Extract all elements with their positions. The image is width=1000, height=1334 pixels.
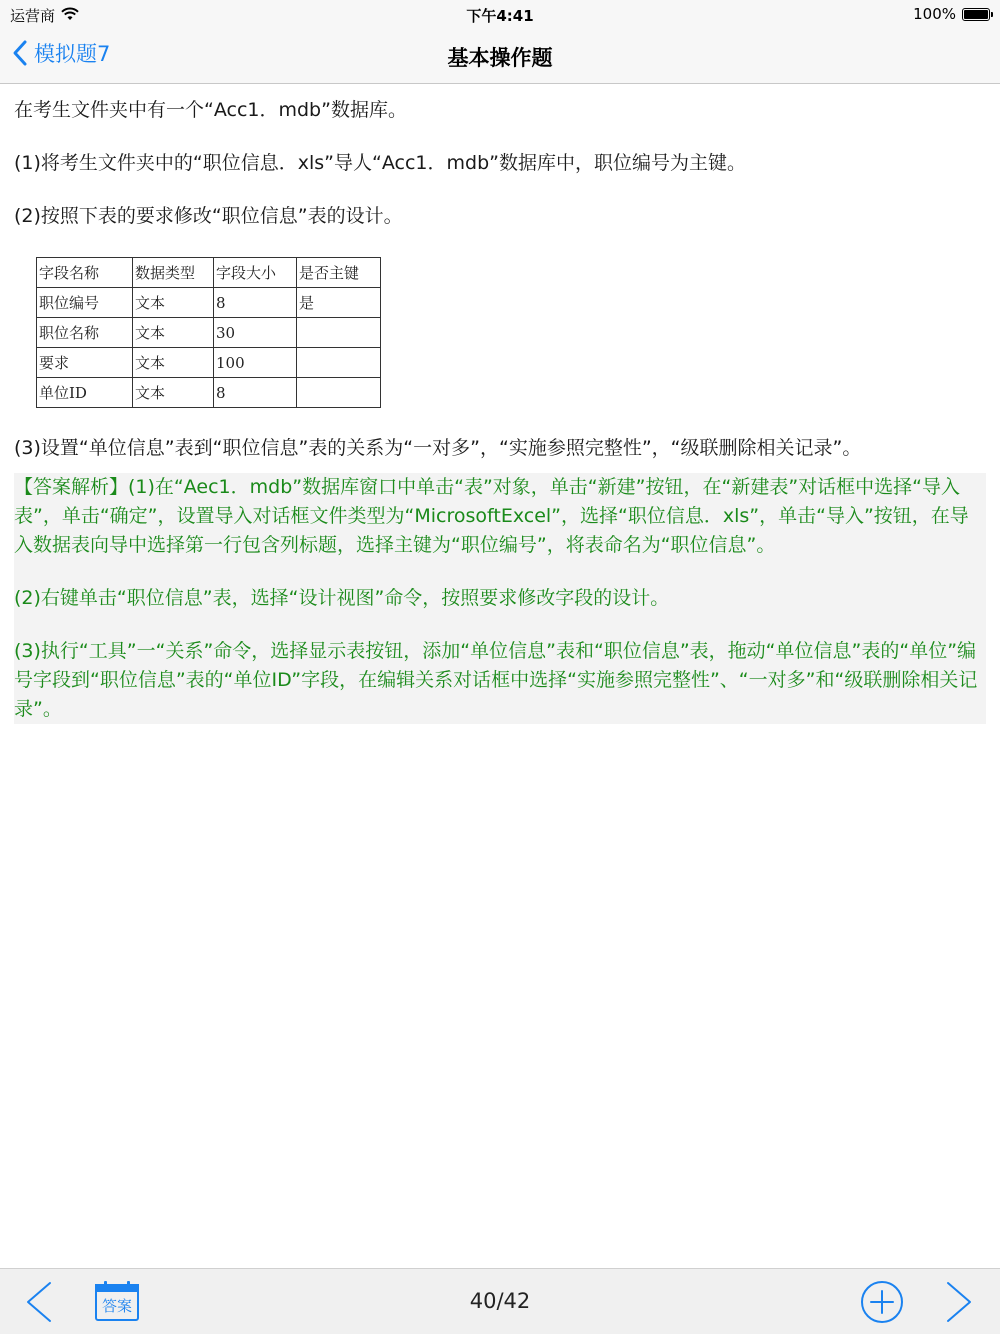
next-button[interactable] bbox=[944, 1281, 974, 1327]
table-row bbox=[37, 348, 381, 378]
plus-circle-icon bbox=[860, 1280, 904, 1324]
table-header-row bbox=[37, 258, 381, 288]
answer-part-1: 【答案解析】(1)在“Aec1．mdb”数据库窗口中单击“表”对象，单击“新建”按钮，在“新建表”对话框中选择“导入表”，单击“确定”，设置导入对话框文件类型为“MicrosoftExcel”，选择“职位信息．xls”，单击“导入”按钮，在导入数据表向导中选择第一行包含列标题，选择主键为“职位编号”，将表命名为“职位信息”。 bbox=[14, 476, 969, 556]
table-header-cell: 是否主键 bbox=[297, 258, 381, 288]
show-answer-label: 答案 bbox=[101, 1297, 132, 1315]
table-header-cell: 数据类型 bbox=[133, 258, 214, 288]
table-cell bbox=[297, 318, 381, 348]
table-cell: 30 bbox=[214, 318, 297, 348]
table-cell: 100 bbox=[214, 348, 297, 378]
table-row bbox=[37, 378, 381, 408]
table-cell bbox=[297, 378, 381, 408]
table-header-cell: 字段名称 bbox=[37, 258, 133, 288]
table-cell: 文本 bbox=[133, 288, 214, 318]
table-cell: 8 bbox=[214, 378, 297, 408]
table-cell: 职位名称 bbox=[37, 318, 133, 348]
question-step-1: (1)将考生文件夹中的“职位信息．xls”导人“Acc1．mdb”数据库中，职位编号为主键。 bbox=[14, 152, 746, 174]
table-cell: 要求 bbox=[37, 348, 133, 378]
table-cell: 文本 bbox=[133, 348, 214, 378]
answer-explanation bbox=[14, 473, 986, 724]
table-header-cell: 字段大小 bbox=[214, 258, 297, 288]
status-time: 下午4:41 bbox=[466, 7, 534, 25]
show-answer-button[interactable] bbox=[95, 1281, 139, 1321]
page-indicator-text: 40/42 bbox=[469, 1289, 531, 1313]
back-button-label: 模拟题7 bbox=[34, 42, 111, 66]
add-button[interactable] bbox=[860, 1280, 904, 1328]
question-step-2: (2)按照下表的要求修改“职位信息”表的设计。 bbox=[14, 205, 403, 227]
status-bar bbox=[0, 0, 1000, 28]
battery-icon bbox=[962, 8, 990, 21]
question-intro: 在考生文件夹中有一个“Acc1．mdb”数据库。 bbox=[14, 99, 407, 121]
battery-percent: 100% bbox=[913, 5, 956, 23]
page-indicator bbox=[0, 1289, 1000, 1313]
table-cell: 职位编号 bbox=[37, 288, 133, 318]
chevron-left-icon bbox=[24, 1281, 54, 1323]
chevron-right-icon bbox=[944, 1281, 974, 1323]
page-title: 基本操作题 bbox=[447, 46, 553, 70]
table-cell bbox=[297, 348, 381, 378]
status-right bbox=[913, 5, 990, 23]
table-cell: 文本 bbox=[133, 318, 214, 348]
table-cell: 文本 bbox=[133, 378, 214, 408]
table-cell: 单位ID bbox=[37, 378, 133, 408]
table-cell: 8 bbox=[214, 288, 297, 318]
table-row bbox=[37, 318, 381, 348]
question-step-3: (3)设置“单位信息”表到“职位信息”表的关系为“一对多”，“实施参照完整性”，“级联删除相关记录”。 bbox=[14, 437, 862, 459]
question-content bbox=[14, 84, 986, 724]
field-requirements-table bbox=[36, 257, 381, 408]
table-row bbox=[37, 288, 381, 318]
table-cell: 是 bbox=[297, 288, 381, 318]
previous-button[interactable] bbox=[24, 1281, 54, 1327]
bottom-toolbar bbox=[0, 1268, 1000, 1334]
carrier-label: 运营商 bbox=[10, 7, 56, 25]
nav-bar bbox=[0, 28, 1000, 84]
answer-part-2: (2)右键单击“职位信息”表，选择“设计视图”命令，按照要求修改字段的设计。 bbox=[14, 587, 670, 609]
answer-part-3: (3)执行“工具”一“关系”命令，选择显示表按钮，添加“单位信息”表和“职位信息”表，拖动“单位信息”表的“单位”编号字段到“职位信息”表的“单位ID”字段，在编辑关系对话框中选择“实施参照完整性”、“一对多”和“级联删除相关记录”。 bbox=[14, 640, 978, 720]
